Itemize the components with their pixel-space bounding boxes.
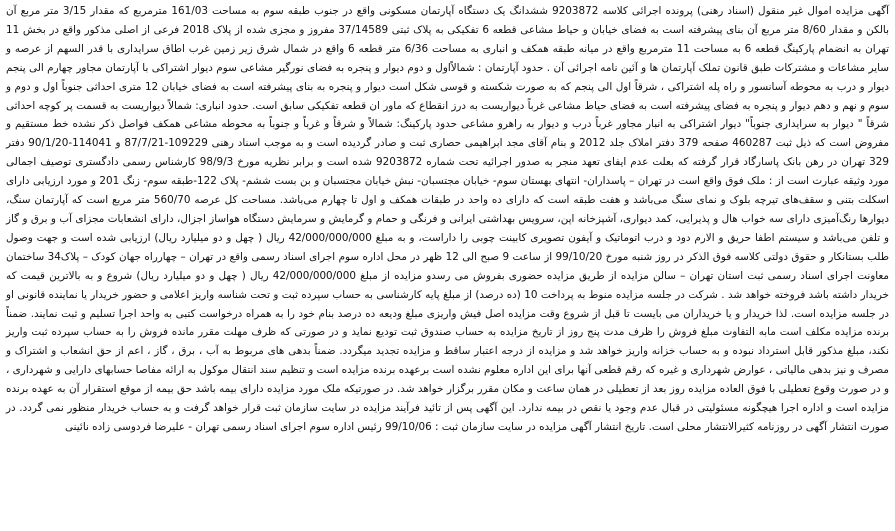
notice-body-text: آگهی مزایده اموال غیر منقول (اسناد رهنی) پرونده اجرائی کلاسه 9203872 ششدانگ یک دستگاه آپارتمان مسکونی واقع در جنوب طبقه سوم به مساحت 161/03 مترمربع که مقدار 3/15 متر مربع آن بالکن و مقدار 8/60 متر مربع آن بنای پیشرفته است به فضای خیابان و حیاط مشاعی قطعه 6 تفکیکی به پلاک ثبتی 37/14589 مفروز و مجزی شده از پلاک 2018 فرعی از اصلی مذکور واقع در بخش 11 تهران به انضمام پارکینگ قطعه 6 به مساحت 11 مترمربع واقع در میانه طبقه همکف و انباری به مساحت 6/36 متر قطعه 6 واقع در شمال شرق زیر زمین غرب اطاق سرایداری با قدر السهم از عرصه و سایر مشاعات و مشترکات طبق قانون تملک آپارتمان ها و آئین نامه اجرائی آن . حدود آپارتمان : شمالاًاول و دوم دیوار و پنجره به فضای نورگیر مشاعی سوم دیوار اشتراکی با آپارتمان مجاور چهارم الی پنجم دیوار و درب به محوطه آسانسور و راه پله اشتراکی ، شرقاً اول الی پنجم که به صورت شکسته و قوسی شکل است دیوار و پنجره به بنای پیشرفته است به فضای خیابان 12 متری احداثی جنوباً اول و دوم و سوم و نهم و دهم دیوار و پنجره به فضای پیشرفته است به فضای حیاط مشاعی غرباً دیواریست به درز انقطاع که ماور ان قطعه تفکیکی سابق است. حدود انباری: شمالاً دیواریست به قسمت پر کوچه احداثی شرقاً " دیوار به سرایداری جنوباً" دیوار اشتراکی به انبار مجاور غرباً درب و دیوار به راهرو مشاعی حدود پارکینگ: شمالاً و شرقاً و غرباً و جنوباً به محوطه مشاعی همکف فواصل ذکر نشده خط مستقیم و مفروض است که ذیل ثبت 460287 صفحه 379 دفتر املاک جلد 2012 و بنام آقای مجد ابراهیمی حصاری ثبت و صادر گردیده است و به موجب اسناد رهنی 109229-87/7/21 و 114041-90/1/20 دفتر 329 تهران در رهن بانک پاسارگاد قرار گرفته که بعلت عدم ایفای تعهد منجر به صدور اجرائیه تحت شماره 9203872 شده است و برابر نظریه مورخ 98/9/3 کارشناس رسمی دادگستری توصیف اجمالی مورد وثیقه عبارت است از : ملک فوق واقع است در تهران – پاسداران- انتهای بهستان سوم- خیابان مجتسبان- نبش خیابان مجتسبان و بن بست ششم- پلاک 122-طبقه سوم- زنگ 201 و مورد ارزیابی دارای اسکلت بتنی و سقف‌های تیرچه بلوک و نمای سنگ می‌باشد و هفت طبقه است که دارای ده واحد در طبقات همکف و اول تا چهارم می‌باشد. مساحت کل عرصه 560/70 متر مربع است که آپارتمان سنگ، دیوارها رنگ‌آمیزی دارای سه خواب هال و پذیرایی، کمد دیواری، آشپزخانه اپن، سرویس بهداشتی ایرانی و فرنگی و حمام و گرمایش و سرمایش دستگاه هواساز اجزال، دارای انشعابات مجزای آب و برق و گاز و تلفن می‌باشد و سیستم اطفا حریق و الارم دود و درب اتوماتیک و آیفون تصویری کابینت چوبی را داراست، و به مبلغ 42/000/000/000 ریال ( چهل و دو میلیارد ریال) ارزیابی شده است و جهت وصول طلب بستانکار و حقوق دولتی کلاسه فوق الذکر در روز شنبه مورخ 99/10/20 از ساعت 9 صبح الی 12 ظهر در محل اداره سوم اجرای اسناد رسمی واقع در تهران – چهارراه جهان کودک – پلاک34 ساختمان معاونت اجرای اسناد رسمی ثبت استان تهران – سالن مزایده از طریق مزایده حضوری بفروش می رسدو مزایده از مبلغ 42/000/000/000 ریال ( چهل و دو میلیارد ریال) شروع و به بالاترین قیمت که خریدار داشته باشد فروخته خواهد شد . شرکت در جلسه مزایده منوط به پرداخت 10 (ده درصد) از مبلغ پایه کارشناسی به حساب سپرده ثبت و تحت شناسه واریز اعلامی و حضور خریدار یا نماینده قانونی او در جلسه مزایده است. لذا خریدار و یا خریداران می بایست تا قبل از شروع وقت مزایده اصل فیش واریزی مبلغ ودیعه ده درصد بنام خود را به همراه درخواست کتبی به واحد اجرا تسلیم و ثبت نمایند. ضمناً برنده مزایده مکلف است مابه التفاوت مبلغ فروش را ظرف مدت پنج روز از تاریخ مزایده به حساب صندوق ثبت تودیع نماید و در صورتی که ظرف مهلت مقرر مانده فروش را به حساب سپرده ثبت واریز نکند، مبلغ مذکور قابل استرداد نبوده و به حساب خزانه واریز خواهد شد و مزایده از درجه اعتبار ساقط و مزایده تجدید میگردد. ضمناً بدهی های مربوط به آب ، برق ، گاز ، اعم از حق انشعاب و اشتراک و مصرف و نیز بدهی مالیاتی ، عوارض شهرداری و غیره که رقم قطعی آنها برای این اداره معلوم نشده است برعهده برنده مزایده است و تنظیم سند انتقال موکول به ارائه مفاصا حسابهای دارایی و شهرداری ، و در صورت وقوع تعطیلی با فوق العاده مزایده روز بعد از تعطیلی در همان ساعت و مکان مقرر برگزار خواهد شد. در صورتیکه ملک مورد مزایده دارای بیمه باشد حق بیمه از موقع استقرار آن به عهده برنده مزایده است و اداره اجرا هیچگونه مسئولیتی در قبال عدم وجود یا نقص در بیمه ندارد. این آگهی پس از تائید فرآیند مزایده در سایت سازمان ثبت قرار خواهد گرفت و به حساب خریدار منظور نمی گردد. در صورت انتشار آگهی در روزنامه کثیرالانتشار محلی است. تاریخ انتشار آگهی مزایده در سایت سازمان ثبت : 99/10/06 رئیس اداره سوم اجرای اسناد رسمی تهران - علیرضا فردوسی زاده نائینی (6, 5, 890, 433)
